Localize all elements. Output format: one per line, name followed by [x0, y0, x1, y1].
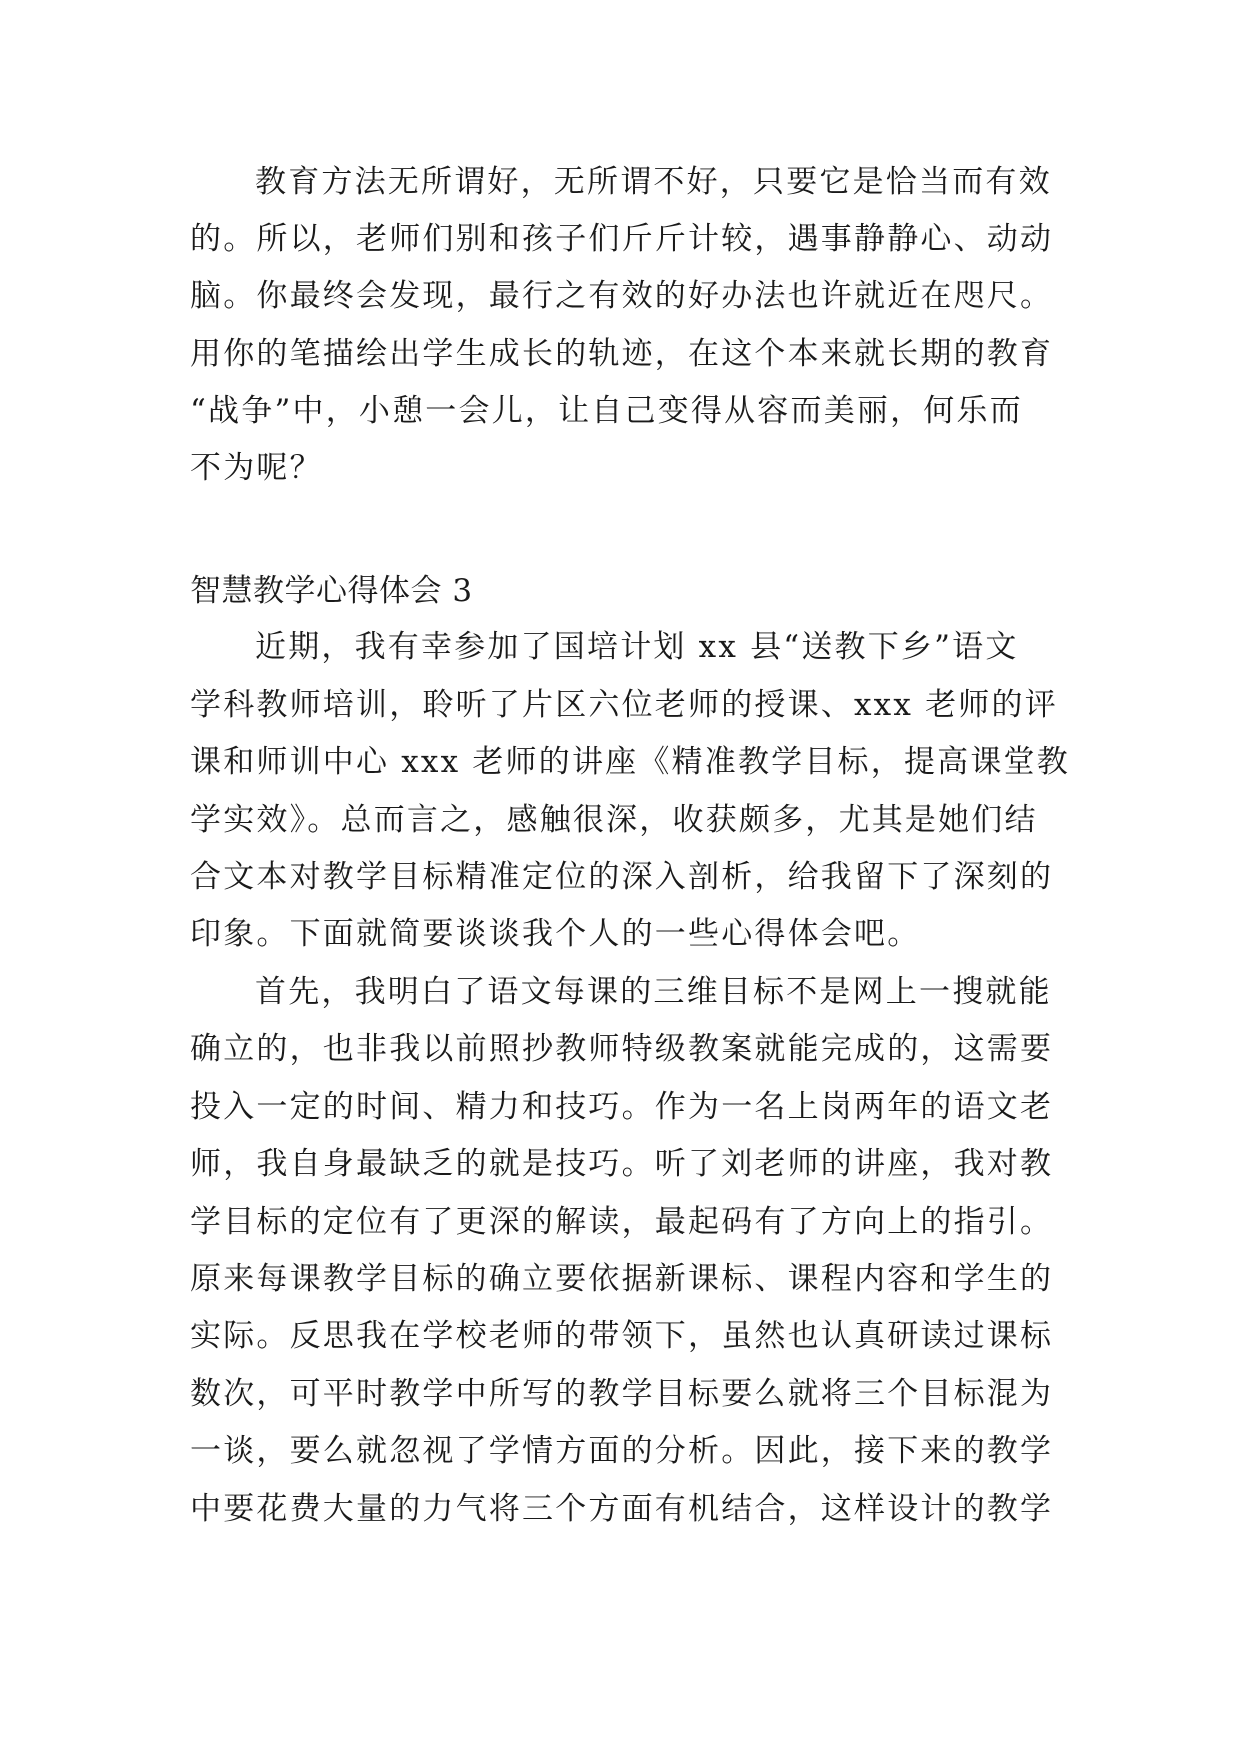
text-line: 学科教师培训，聆听了片区六位老师的授课、xxx 老师的评: [190, 687, 1058, 723]
text-line: 师，我自身最缺乏的就是技巧。听了刘老师的讲座，我对教: [190, 1146, 1054, 1182]
text-line: 教育方法无所谓好，无所谓不好，只要它是恰当而有效: [255, 164, 1052, 200]
text-line: 投入一定的时间、精力和技巧。作为一名上岗两年的语文老: [190, 1089, 1054, 1125]
text-line: 的。所以，老师们别和孩子们斤斤计较，遇事静静心、动动: [190, 221, 1054, 257]
text-line: 中要花费大量的力气将三个方面有机结合，这样设计的教学: [190, 1491, 1054, 1527]
text-line: 用你的笔描绘出学生成长的轨迹，在这个本来就长期的教育: [190, 336, 1054, 372]
text-line: 首先，我明白了语文每课的三维目标不是网上一搜就能: [255, 974, 1052, 1010]
text-line: 不为呢？: [190, 450, 323, 486]
text-line: 近期，我有幸参加了国培计划 xx 县“送教下乡”语文: [255, 629, 1019, 665]
text-line: 合文本对教学目标精准定位的深入剖析，给我留下了深刻的: [190, 859, 1054, 895]
text-line: 原来每课教学目标的确立要依据新课标、课程内容和学生的: [190, 1261, 1054, 1297]
text-line: 学实效》。总而言之，感触很深，收获颇多，尤其是她们结: [190, 802, 1038, 838]
text-line: 学目标的定位有了更深的解读，最起码有了方向上的指引。: [190, 1204, 1054, 1240]
text-line: 脑。你最终会发现，最行之有效的好办法也许就近在咫尺。: [190, 278, 1054, 314]
text-line: 实际。反思我在学校老师的带领下，虽然也认真研读过课标: [190, 1318, 1054, 1354]
section-heading: 智慧教学心得体会 3: [190, 573, 473, 609]
text-line: 课和师训中心 xxx 老师的讲座《精准教学目标，提高课堂教: [190, 744, 1070, 780]
text-line: 印象。下面就简要谈谈我个人的一些心得体会吧。: [190, 916, 921, 952]
text-line: 确立的，也非我以前照抄教师特级教案就能完成的，这需要: [190, 1031, 1054, 1067]
text-line: 数次，可平时教学中所写的教学目标要么就将三个目标混为: [190, 1376, 1054, 1412]
text-line: “战争”中，小憩一会儿，让自己变得从容而美丽，何乐而: [190, 393, 1023, 429]
text-line: 一谈，要么就忽视了学情方面的分析。因此，接下来的教学: [190, 1433, 1054, 1469]
